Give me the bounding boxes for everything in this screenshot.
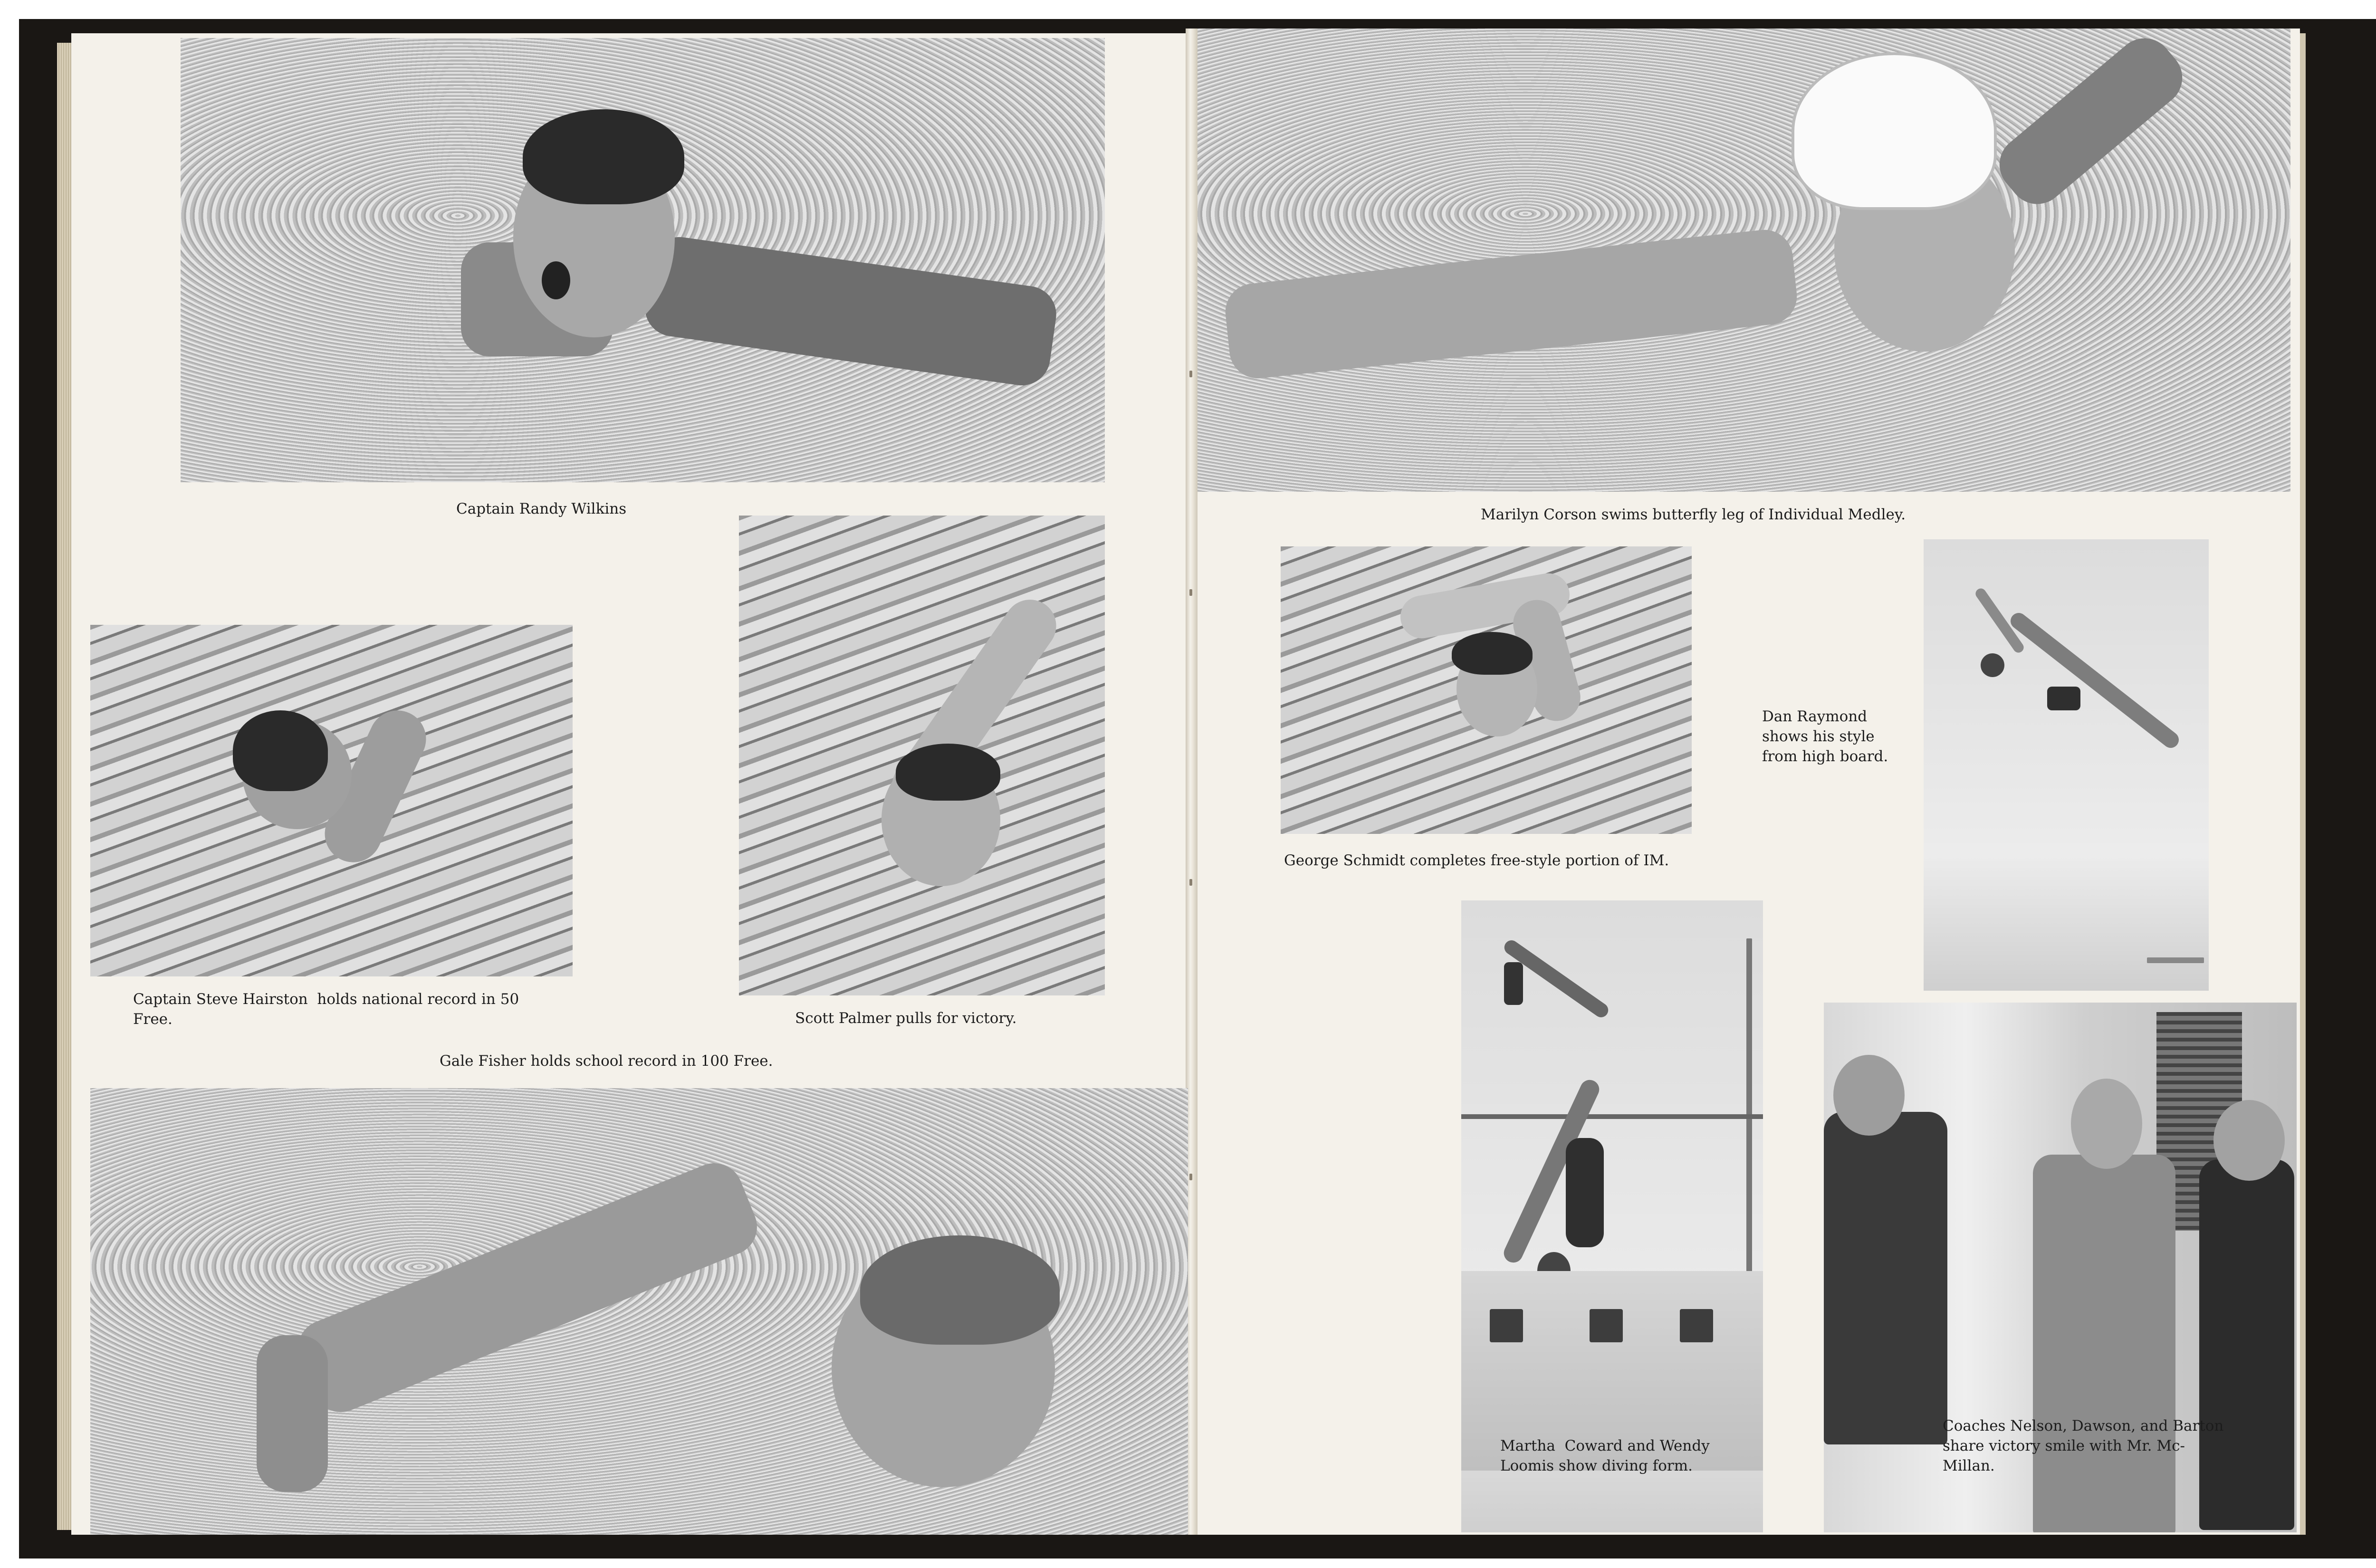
photo-marilyn-corson [1198, 29, 2290, 492]
photo-dan-raymond [1924, 539, 2209, 991]
caption-gale-fisher: Gale Fisher holds school record in 100 Free. [440, 1052, 773, 1070]
caption-scott-palmer: Scott Palmer pulls for victory. [795, 1010, 1017, 1027]
photo-gale-fisher [90, 1088, 1188, 1535]
binding-stitch [1189, 1174, 1192, 1180]
right-page-edge [2300, 33, 2306, 1535]
photo-randy-wilkins [181, 38, 1105, 482]
binding-stitch [1189, 371, 1192, 377]
photo-steve-hairston [90, 625, 573, 976]
photo-george-schmidt [1281, 546, 1692, 834]
binding-stitch [1189, 879, 1192, 886]
caption-steve-hairston: Captain Steve Hairston holds national record in 50 Free. [133, 991, 519, 1028]
caption-randy-wilkins: Captain Randy Wilkins [456, 500, 627, 517]
caption-george-schmidt: George Schmidt completes free-style portion of IM. [1284, 852, 1669, 869]
caption-dan-raymond: Dan Raymond shows his style from high board. [1762, 708, 1888, 765]
left-page-edge [57, 43, 72, 1530]
caption-martha-wendy: Martha Coward and Wendy Loomis show diving form. [1500, 1437, 1710, 1474]
photo-scott-palmer [739, 516, 1105, 995]
caption-coaches: Coaches Nelson, Dawson, and Barton share victory smile with Mr. Mc- Millan. [1943, 1417, 2224, 1474]
binding-stitch [1189, 589, 1192, 596]
caption-marilyn-corson: Marilyn Corson swims butterfly leg of Individual Medley. [1481, 506, 1906, 523]
